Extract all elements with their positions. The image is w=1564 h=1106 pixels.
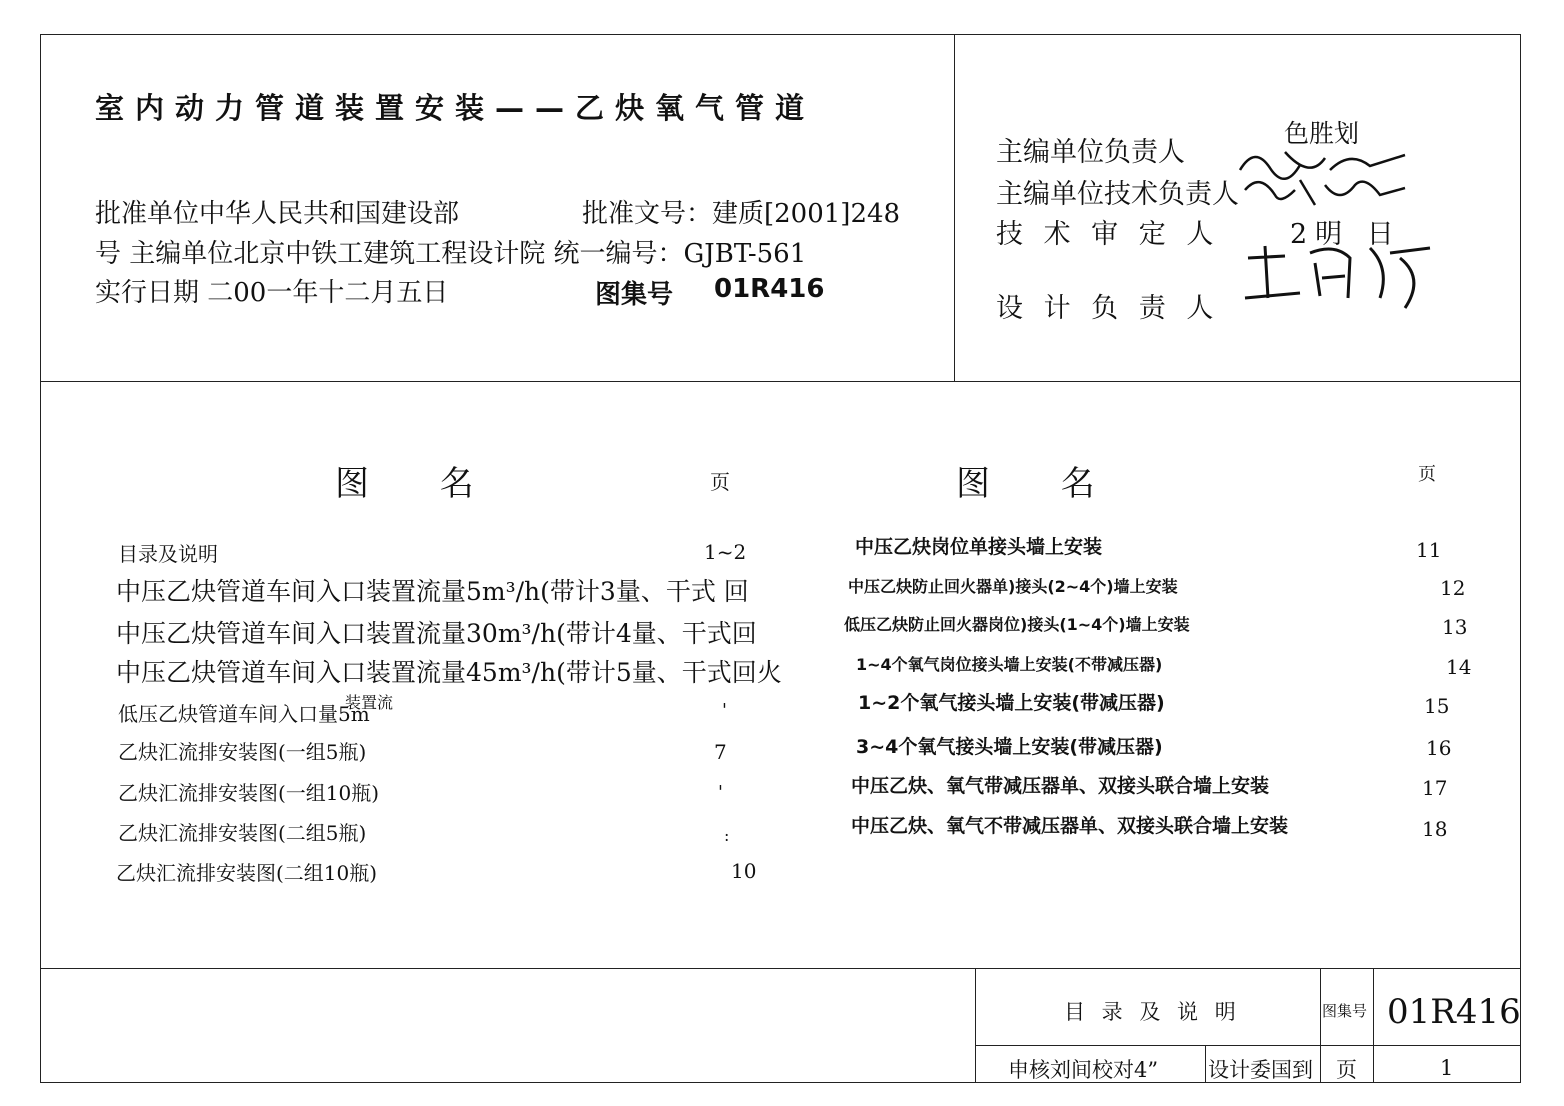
list-item-page: 11	[1416, 538, 1442, 562]
list-item[interactable]: 中压乙炔防止回火器单)接头(2~4个)墙上安装	[848, 577, 1178, 596]
list-item-page: 18	[1422, 817, 1448, 841]
approval-unit: 批准单位中华人民共和国建设部	[95, 199, 460, 229]
list-item[interactable]: 中压乙炔管道车间入口装置流量5m³/h(带计3量、干式 回	[116, 577, 749, 606]
document-title: 室内动力管道装置安装——乙炔氧气管道	[95, 91, 816, 125]
left-name-header: 图 名	[335, 464, 474, 504]
signature-2	[1240, 170, 1410, 215]
list-item[interactable]: 1~4个氧气岗位接头墙上安装(不带减压器)	[856, 655, 1163, 674]
header-divider	[40, 381, 1521, 382]
list-item[interactable]: 低压乙炔防止回火器岗位)接头(1~4个)墙上安装	[844, 615, 1190, 634]
list-item-page: 15	[1424, 694, 1450, 718]
page-label: 页	[1336, 1058, 1357, 1082]
list-item-page: 10	[731, 859, 757, 883]
list-item[interactable]: 乙炔汇流排安装图(一组5瓶)	[118, 740, 367, 764]
list-item-page: :	[724, 826, 730, 845]
list-item[interactable]: 乙炔汇流排安装图(一组10瓶)	[118, 781, 380, 805]
stamp-text-top: 色胜划	[1284, 119, 1360, 148]
signature-3	[1240, 238, 1440, 310]
titleblock-atlas-label: 图集号	[1322, 1002, 1368, 1020]
right-page-header: 页	[1418, 464, 1436, 485]
titleblock-v2	[1373, 968, 1374, 1083]
approval-line-2: 号 主编单位北京中铁工建筑工程设计院 统一编号：GJBT-561	[95, 239, 807, 269]
stamp-text-mid: 2明 日	[1290, 219, 1402, 250]
approval-doc-no: 批准文号：建质[2001]248	[582, 199, 901, 229]
drawing-name: 目 录 及 说 明	[1064, 1000, 1241, 1024]
design-head-label: 设 计 负 责 人	[996, 293, 1220, 324]
list-item-page: 12	[1440, 576, 1466, 600]
titleblock-mid-row	[975, 1045, 1521, 1046]
header-vertical-divider	[954, 34, 955, 382]
list-item-page: 1~2	[704, 540, 747, 564]
list-item-overlay: 装置流	[345, 693, 394, 712]
chief-tech-head-label: 主编单位技术负责人	[996, 179, 1239, 210]
design-row: 设计委国到	[1208, 1058, 1313, 1082]
right-name-header: 图 名	[956, 464, 1095, 504]
list-item-page: 14	[1446, 655, 1472, 679]
titleblock-top	[40, 968, 1521, 969]
page-number: 1	[1440, 1056, 1454, 1080]
review-row: 申核刘间校对4”	[1008, 1058, 1159, 1082]
list-item-page: 7	[714, 740, 727, 764]
list-item-page: '	[718, 782, 723, 803]
effective-date: 实行日期 二00一年十二月五日	[95, 278, 449, 308]
titleblock-left	[975, 968, 976, 1083]
list-item[interactable]: 目录及说明	[118, 542, 218, 566]
list-item[interactable]: 3~4个氧气接头墙上安装(带减压器)	[856, 736, 1163, 758]
frame-left	[40, 34, 41, 1083]
list-item[interactable]: 中压乙炔、氧气不带减压器单、双接头联合墙上安装	[851, 815, 1289, 837]
list-item-page: 13	[1442, 615, 1468, 639]
atlas-number: 01R416	[714, 274, 825, 304]
frame-top	[40, 34, 1521, 35]
list-item[interactable]: 1~2个氧气接头墙上安装(带减压器)	[858, 692, 1165, 714]
list-item[interactable]: 低压乙炔管道车间入口量5m	[118, 702, 370, 726]
list-item[interactable]: 中压乙炔、氧气带减压器单、双接头联合墙上安装	[851, 775, 1270, 797]
titleblock-v1	[1320, 968, 1321, 1083]
frame-right	[1520, 34, 1521, 1083]
titleblock-v3	[1205, 1045, 1206, 1083]
list-item[interactable]: 中压乙炔管道车间入口装置流量45m³/h(带计5量、干式回火	[116, 658, 782, 687]
atlas-label: 图集号	[595, 280, 674, 310]
list-item[interactable]: 中压乙炔管道车间入口装置流量30m³/h(带计4量、干式回	[116, 619, 757, 648]
list-item[interactable]: 中压乙炔岗位单接头墙上安装	[855, 536, 1103, 558]
left-page-header: 页	[710, 470, 730, 494]
tech-reviewer-label: 技 术 审 定 人	[996, 219, 1220, 250]
list-item-page: 17	[1422, 776, 1448, 800]
list-item[interactable]: 乙炔汇流排安装图(二组5瓶)	[118, 821, 367, 845]
chief-unit-head-label: 主编单位负责人	[996, 137, 1185, 168]
list-item-page: '	[722, 700, 727, 721]
list-item-page: 16	[1426, 736, 1452, 760]
list-item[interactable]: 乙炔汇流排安装图(二组10瓶)	[116, 861, 378, 885]
titleblock-atlas-number: 01R416	[1387, 992, 1521, 1032]
